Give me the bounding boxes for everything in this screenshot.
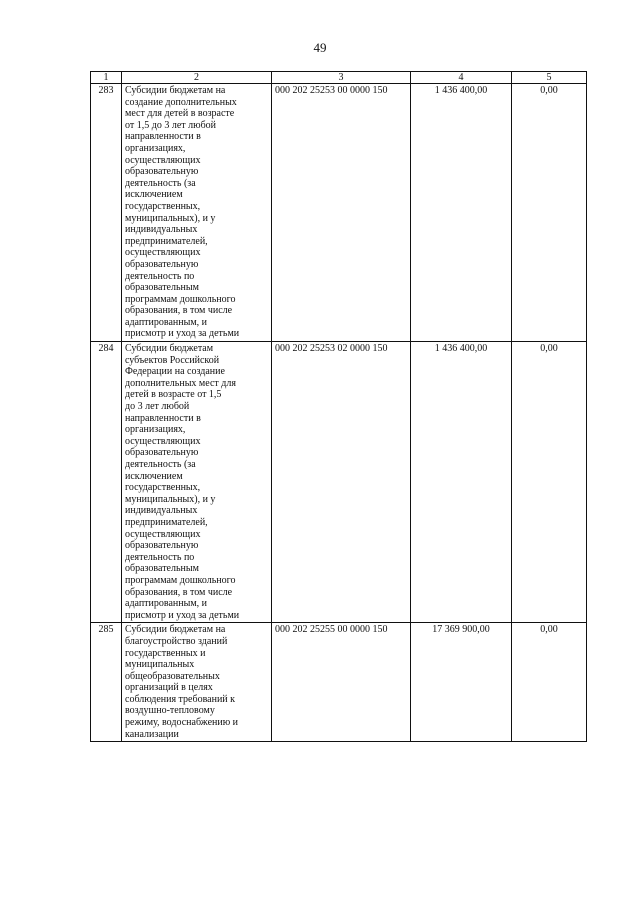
description-line: программам дошкольного <box>125 574 236 586</box>
description-line: канализации <box>125 728 179 740</box>
description-line: Федерации на создание <box>125 366 225 378</box>
budget-code: 000 202 25253 02 0000 150 <box>272 342 411 623</box>
description-line: образовательным <box>125 282 199 294</box>
description-line: государственных, <box>125 200 201 212</box>
description-line: деятельность по <box>125 270 195 282</box>
description-line: адаптированным, и <box>125 316 208 328</box>
description-line: образовательным <box>125 563 199 575</box>
description-line: образования, в том числе <box>125 305 233 317</box>
description-line: осуществляющих <box>125 528 201 540</box>
description-line: до 3 лет любой <box>125 401 190 413</box>
description-line: воздушно-тепловому <box>125 705 215 717</box>
description-line: от 1,5 до 3 лет любой <box>125 119 217 131</box>
description-line: образовательную <box>125 258 199 270</box>
description-line: Субсидии бюджетам на <box>125 85 226 96</box>
description-line: исключением <box>125 189 183 201</box>
column-header-3: 3 <box>272 72 411 84</box>
budget-table <box>90 71 587 742</box>
description-line: организациях, <box>125 424 186 436</box>
column-header-4: 4 <box>411 72 512 84</box>
row-number: 283 <box>91 84 122 342</box>
description-line: присмотр и уход за детьми <box>125 328 240 340</box>
description-line: исключением <box>125 470 183 482</box>
description-line: предпринимателей, <box>125 235 208 247</box>
description-line: дополнительных мест для <box>125 377 236 389</box>
description-line: деятельность по <box>125 551 195 563</box>
balance: 0,00 <box>512 342 587 623</box>
amount: 17 369 900,00 <box>411 623 512 742</box>
row-description <box>122 84 272 342</box>
description-line: адаптированным, и <box>125 598 208 610</box>
budget-code: 000 202 25253 00 0000 150 <box>272 84 411 342</box>
description-line: соблюдения требований к <box>125 693 236 705</box>
description-line: направленности в <box>125 131 201 143</box>
balance: 0,00 <box>512 84 587 342</box>
row-number: 284 <box>91 342 122 623</box>
row-description <box>122 342 272 623</box>
description-line: субъектов Российской <box>125 354 220 366</box>
column-header-5: 5 <box>512 72 587 84</box>
description-line: государственных, <box>125 482 201 494</box>
column-header-2: 2 <box>122 72 272 84</box>
balance: 0,00 <box>512 623 587 742</box>
description-line: осуществляющих <box>125 435 201 447</box>
description-line: образования, в том числе <box>125 586 233 598</box>
description-line: государственных и <box>125 647 206 659</box>
description-line: создание дополнительных <box>125 96 237 108</box>
description-line: общеобразовательных <box>125 670 220 682</box>
page-number: 49 <box>313 40 327 55</box>
description-line: индивидуальных <box>125 505 198 517</box>
table-row <box>91 342 587 623</box>
row-description <box>122 623 272 742</box>
header-row <box>91 72 587 84</box>
description-line: образовательную <box>125 447 199 459</box>
column-header-1: 1 <box>91 72 122 84</box>
description-line: деятельность (за <box>125 177 196 189</box>
amount: 1 436 400,00 <box>411 84 512 342</box>
description-line: программам дошкольного <box>125 293 236 305</box>
amount: 1 436 400,00 <box>411 342 512 623</box>
description-line: образовательную <box>125 540 199 552</box>
description-line: образовательную <box>125 166 199 178</box>
table-row <box>91 84 587 342</box>
description-line: индивидуальных <box>125 224 198 236</box>
description-line: Субсидии бюджетам <box>125 343 214 355</box>
description-line: предпринимателей, <box>125 516 208 528</box>
description-line: детей в возрасте от 1,5 <box>125 389 222 401</box>
row-number: 285 <box>91 623 122 742</box>
description-line: муниципальных), и у <box>125 212 216 224</box>
description-line: осуществляющих <box>125 247 201 259</box>
description-line: благоустройство зданий <box>125 635 228 647</box>
budget-code: 000 202 25255 00 0000 150 <box>272 623 411 742</box>
description-line: муниципальных), и у <box>125 493 216 505</box>
description-line: режиму, водоснабжению и <box>125 717 239 729</box>
description-line: организаций в целях <box>125 682 213 694</box>
description-line: осуществляющих <box>125 154 201 166</box>
description-line: присмотр и уход за детьми <box>125 609 240 621</box>
description-line: Субсидии бюджетам на <box>125 624 226 636</box>
description-line: деятельность (за <box>125 459 196 470</box>
description-line: организациях, <box>125 142 186 154</box>
table-row <box>91 623 587 742</box>
description-line: муниципальных <box>125 659 195 671</box>
description-line: мест для детей в возрасте <box>125 108 235 120</box>
description-line: направленности в <box>125 412 201 424</box>
